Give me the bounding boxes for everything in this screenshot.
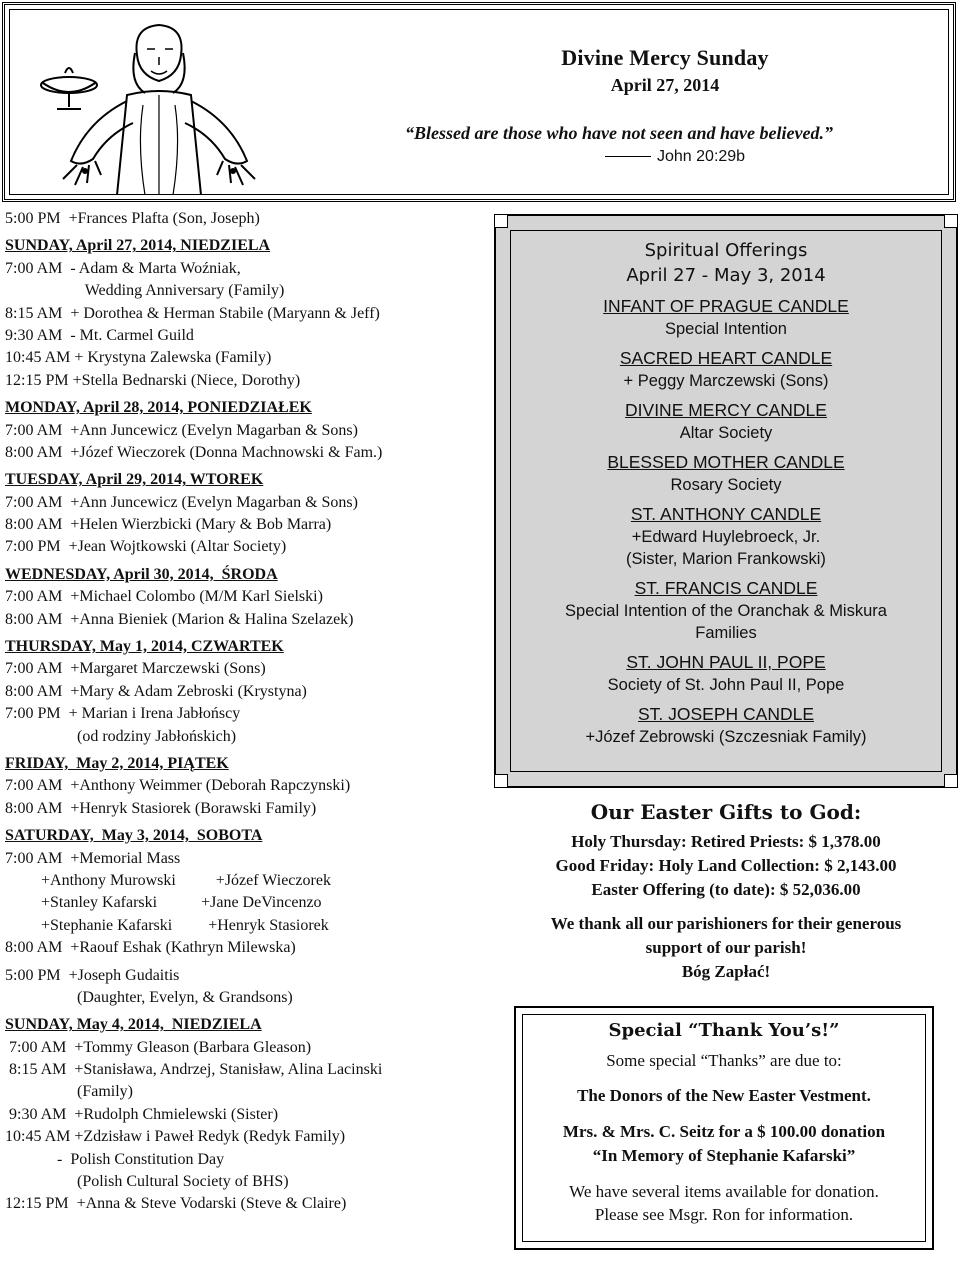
schedule-entry: 7:00 AM +Michael Colombo (M/M Karl Sielski) [5, 588, 323, 606]
spiritual-offerings-box [494, 214, 958, 788]
thanks-line: We thank all our parishioners for their generous [550, 914, 902, 933]
candle-heading: ST. JOSEPH CANDLE [637, 704, 815, 724]
jesus-illustration-icon [17, 15, 287, 195]
schedule-entry: 8:15 AM + Dorothea & Herman Stabile (Maryann & Jeff) [5, 304, 380, 322]
schedule-entry: 5:00 PM +Joseph Gudaitis [5, 966, 180, 984]
schedule-day-heading: TUESDAY, April 29, 2014, WTOREK [5, 471, 264, 489]
schedule-day-heading: THURSDAY, May 1, 2014, CZWARTEK [5, 638, 284, 656]
thanks-content [524, 1020, 924, 1226]
candle-intention: + Peggy Marczewski (Sons) [623, 372, 829, 390]
schedule-entry: 7:00 AM +Anthony Weimmer (Deborah Rapczynski) [5, 777, 351, 795]
schedule-entry: 7:00 PM +Jean Wojtkowski (Altar Society) [5, 538, 287, 556]
schedule-entry: 7:00 AM +Margaret Marczewski (Sons) [5, 660, 266, 678]
offerings-title: Spiritual Offerings [644, 240, 808, 261]
schedule-entry: 5:00 PM +Frances Plafta (Son, Joseph) [5, 210, 260, 227]
schedule-entry: 8:00 AM +Henryk Stasiorek (Borawski Family) [5, 799, 317, 817]
schedule-entry: +Stephanie Kafarski +Henryk Stasiorek [5, 916, 329, 934]
schedule-entry: +Anthony Murowski +Józef Wieczorek [5, 871, 331, 889]
schedule-day-heading: SUNDAY, April 27, 2014, NIEDZIELA [5, 237, 271, 255]
schedule-entry: 7:00 AM +Tommy Gleason (Barbara Gleason) [5, 1038, 312, 1056]
em-dash [605, 156, 651, 157]
thanks-title: Special “Thank You’s!” [608, 1020, 840, 1041]
schedule-entry: (Daughter, Evelyn, & Grandsons) [5, 988, 293, 1006]
schedule-entry: +Stanley Kafarski +Jane DeVincenzo [5, 894, 322, 912]
gift-line: Good Friday: Holy Land Collection: $ 2,143.00 [555, 856, 897, 875]
candle-intention: Rosary Society [670, 476, 782, 494]
offerings-content [514, 238, 938, 748]
thanks-line: support of our parish! [645, 938, 807, 957]
bulletin-header [2, 2, 956, 202]
candle-heading: BLESSED MOTHER CANDLE [607, 452, 845, 472]
easter-gifts-section [494, 800, 958, 984]
schedule-entry: 8:00 AM +Józef Wieczorek (Donna Machnowski & Fam.) [5, 443, 383, 461]
offerings-dates: April 27 - May 3, 2014 [626, 265, 826, 286]
schedule-entry: 8:15 AM +Stanisława, Andrzej, Stanisław, Alina Lacinski [5, 1061, 383, 1079]
schedule-entry: 7:00 AM - Adam & Marta Woźniak, [5, 259, 241, 277]
special-thanks-box [514, 1006, 934, 1250]
header-date: April 27, 2014 [610, 75, 720, 95]
schedule-day-heading: MONDAY, April 28, 2014, PONIEDZIAŁEK [5, 399, 312, 417]
schedule-day-heading: WEDNESDAY, April 30, 2014, ŚRODA [5, 565, 278, 583]
schedule-day-heading: SUNDAY, May 4, 2014, NIEDZIELA [5, 1016, 262, 1034]
easter-gifts-title: Our Easter Gifts to God: [590, 800, 862, 824]
gift-line: Easter Offering (to date): $ 52,036.00 [591, 880, 861, 899]
thanks-intro: Some special “Thanks” are due to: [606, 1051, 842, 1070]
candle-intention: Society of St. John Paul II, Pope [607, 676, 845, 694]
schedule-entry: 9:30 AM +Rudolph Chmielewski (Sister) [5, 1105, 279, 1123]
schedule-entry: 9:30 AM - Mt. Carmel Guild [5, 326, 194, 344]
schedule-entry: 7:00 PM + Marian i Irena Jabłońscy [5, 705, 241, 723]
offering-list [514, 295, 938, 748]
schedule-day-heading: SATURDAY, May 3, 2014, SOBOTA [5, 827, 263, 845]
scripture-citation [605, 148, 745, 166]
candle-heading: INFANT OF PRAGUE CANDLE [603, 296, 849, 316]
schedule-entry: (Polish Cultural Society of BHS) [5, 1173, 289, 1191]
candle-heading: DIVINE MERCY CANDLE [625, 400, 827, 420]
candle-intention: (Sister, Marion Frankowski) [626, 550, 826, 568]
candle-heading: ST. JOHN PAUL II, POPE [626, 652, 826, 672]
schedule-entry: 7:00 AM +Ann Juncewicz (Evelyn Magarban & Sons) [5, 421, 358, 439]
candle-intention: +Józef Zebrowski (Szczesniak Family) [585, 728, 867, 746]
thanks-donation: Mrs. & Mrs. C. Seitz for a $ 100.00 donation [562, 1122, 886, 1141]
corner-ornament-icon [494, 774, 508, 788]
schedule-entry: 8:00 AM +Helen Wierzbicki (Mary & Bob Marra) [5, 516, 332, 534]
schedule-entry: 10:45 AM + Krystyna Zalewska (Family) [5, 349, 272, 367]
thanks-note: We have several items available for donation. [569, 1182, 879, 1201]
mass-schedule [5, 208, 490, 1216]
scripture-quote: “Blessed are those who have not seen and have believed.” [405, 123, 833, 143]
schedule-entry: 12:15 PM +Anna & Steve Vodarski (Steve & Claire) [5, 1195, 347, 1213]
candle-intention: +Edward Huylebroeck, Jr. [631, 528, 821, 546]
schedule-entry: 10:45 AM +Zdzisław i Paweł Redyk (Redyk Family) [5, 1128, 346, 1146]
schedule-entry: (Family) [5, 1083, 133, 1101]
schedule-entry: (od rodziny Jabłońskich) [5, 727, 237, 745]
schedule-entry: 12:15 PM +Stella Bednarski (Niece, Dorothy) [5, 371, 301, 389]
candle-intention: Families [695, 624, 757, 642]
schedule-entry: 8:00 AM +Anna Bieniek (Marion & Halina Szelazek) [5, 610, 354, 628]
thanks-donors: The Donors of the New Easter Vestment. [577, 1086, 871, 1105]
schedule-entry: Wedding Anniversary (Family) [5, 282, 285, 300]
citation-text: John 20:29b [657, 148, 746, 165]
parish-thanks [494, 912, 958, 984]
candle-intention: Altar Society [679, 424, 773, 442]
schedule-entry: 7:00 AM +Ann Juncewicz (Evelyn Magarban & Sons) [5, 493, 358, 511]
page-title: Divine Mercy Sunday [561, 45, 769, 70]
thanks-line: Bóg Zapłać! [681, 962, 771, 981]
schedule-day-heading: FRIDAY, May 2, 2014, PIĄTEK [5, 754, 229, 772]
candle-heading: ST. FRANCIS CANDLE [634, 578, 818, 598]
gift-line: Holy Thursday: Retired Priests: $ 1,378.00 [571, 832, 881, 851]
schedule-entry: 8:00 AM +Raouf Eshak (Kathryn Milewska) [5, 939, 296, 957]
candle-heading: SACRED HEART CANDLE [619, 348, 833, 368]
corner-ornament-icon [944, 774, 958, 788]
candle-intention: Special Intention [664, 320, 787, 338]
header-title-block [425, 45, 905, 96]
schedule-entry: - Polish Constitution Day [5, 1150, 225, 1168]
corner-ornament-icon [494, 214, 508, 228]
schedule-entry: 8:00 AM +Mary & Adam Zebroski (Krystyna) [5, 682, 307, 700]
corner-ornament-icon [944, 214, 958, 228]
candle-heading: ST. ANTHONY CANDLE [630, 504, 822, 524]
schedule-entry: 7:00 AM +Memorial Mass [5, 849, 181, 867]
candle-intention: Special Intention of the Oranchak & Miskura [565, 602, 887, 620]
thanks-note: Please see Msgr. Ron for information. [594, 1205, 854, 1224]
thanks-memorial: “In Memory of Stephanie Kafarski” [592, 1146, 856, 1165]
